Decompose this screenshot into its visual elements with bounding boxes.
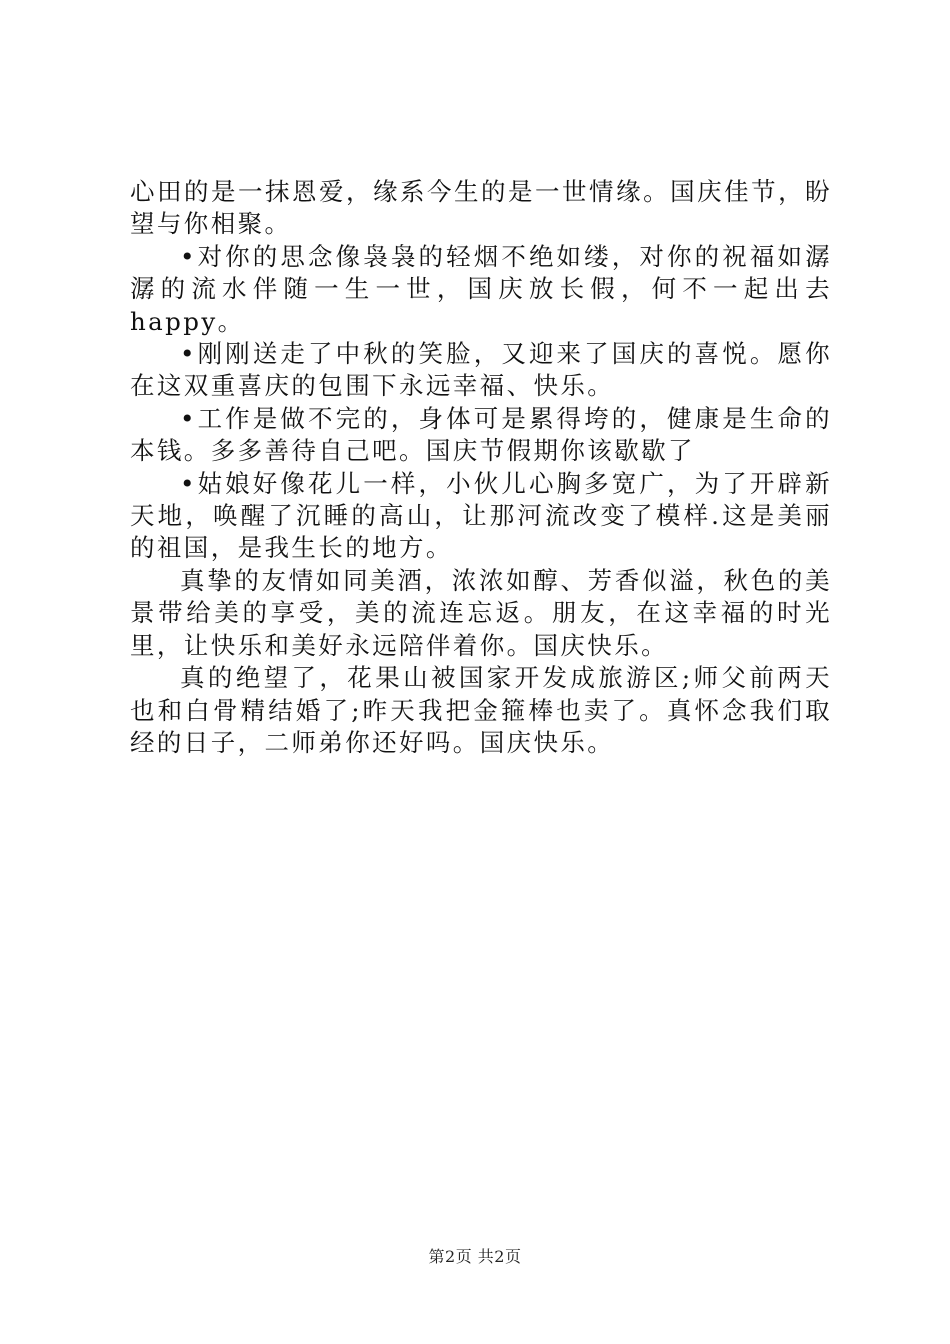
- paragraph-bullet-longing: •对你的思念像袅袅的轻烟不绝如缕，对你的祝福如潺潺的流水伴随一生一世，国庆放长假，何不一起出去happy。: [130, 241, 832, 336]
- document-body: [130, 176, 832, 759]
- paragraph-bullet-mid-autumn: •刚刚送走了中秋的笑脸，又迎来了国庆的喜悦。愿你在这双重喜庆的包围下永远幸福、快乐。: [130, 339, 832, 401]
- paragraph-continuation: 心田的是一抹恩爱，缘系今生的是一世情缘。国庆佳节，盼望与你相聚。: [130, 177, 832, 239]
- paragraph-journey-west: 真的绝望了，花果山被国家开发成旅游区;师父前两天也和白骨精结婚了;昨天我把金箍棒也卖了。真怀念我们取经的日子，二师弟你还好吗。国庆快乐。: [130, 663, 832, 757]
- paragraph-bullet-motherland: •姑娘好像花儿一样，小伙儿心胸多宽广，为了开辟新天地，唤醒了沉睡的高山，让那河流改变了模样.这是美丽的祖国，是我生长的地方。: [130, 468, 832, 563]
- page-number-footer: 第2页 共2页: [428, 1247, 522, 1266]
- paragraph-friendship: 真挚的友情如同美酒，浓浓如醇、芳香似溢，秋色的美景带给美的享受，美的流连忘返。朋友，在这幸福的时光里，让快乐和美好永远陪伴着你。国庆快乐。: [130, 565, 832, 660]
- paragraph-bullet-health: •工作是做不完的，身体可是累得垮的，健康是生命的本钱。多多善待自己吧。国庆节假期你该歇歇了: [130, 403, 832, 466]
